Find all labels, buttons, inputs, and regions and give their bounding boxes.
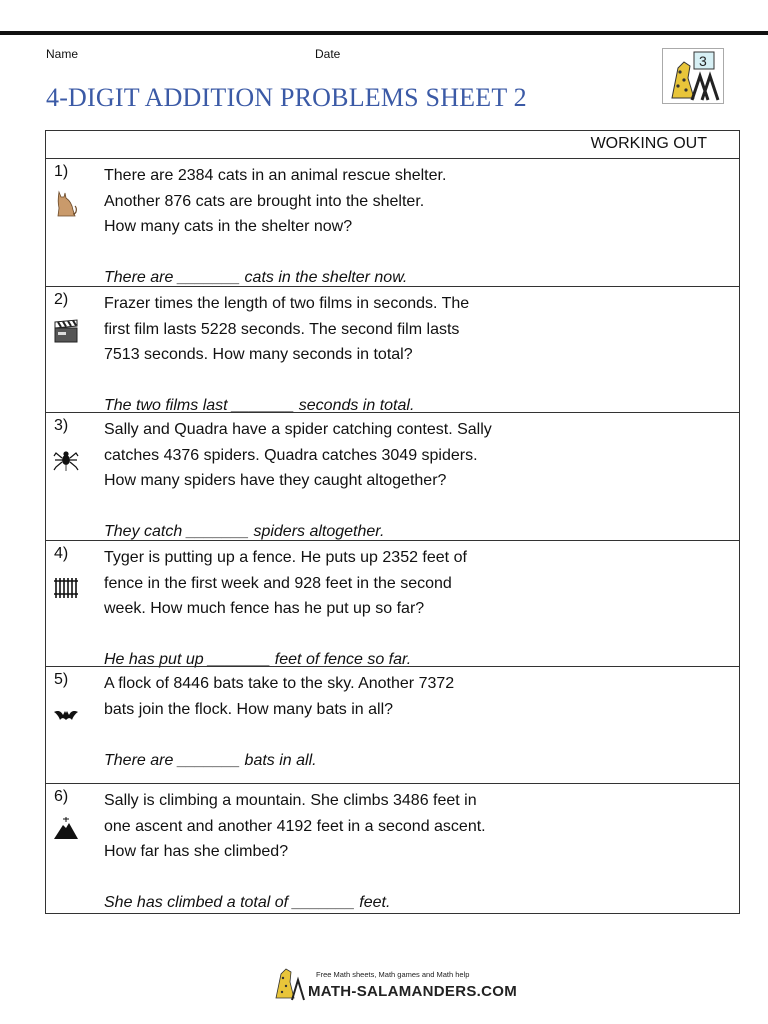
problem-row-4 bbox=[46, 540, 739, 666]
working-out-header: WORKING OUT bbox=[590, 135, 707, 152]
problem-line: catches 4376 spiders. Quadra catches 3049 spiders. bbox=[104, 446, 478, 464]
problem-line: bats join the flock. How many bats in all? bbox=[104, 700, 394, 718]
problem-line: Sally and Quadra have a spider catching contest. Sally bbox=[104, 421, 492, 438]
problem-text bbox=[104, 671, 574, 773]
salamander-logo-icon bbox=[662, 48, 724, 104]
problem-line: Another 876 cats are brought into the shelter. bbox=[104, 192, 425, 210]
problem-table bbox=[45, 130, 740, 914]
logo-number: 3 bbox=[699, 53, 707, 69]
fence-icon bbox=[53, 572, 79, 600]
answer-line: They catch _______ spiders altogether. bbox=[104, 523, 385, 540]
problem-line: first film lasts 5228 seconds. The second film lasts bbox=[104, 320, 460, 338]
date-label: Date bbox=[315, 47, 341, 61]
problem-line: How many spiders have they caught altogether? bbox=[104, 472, 447, 489]
problem-number: 5) bbox=[54, 671, 69, 688]
problem-line: one ascent and another 4192 feet in a second ascent. bbox=[104, 817, 486, 835]
bat-icon bbox=[53, 698, 79, 726]
name-label: Name bbox=[46, 47, 79, 61]
footer-site: MATH-SALAMANDERS.COM bbox=[308, 983, 518, 1000]
problem-line: How many cats in the shelter now? bbox=[104, 218, 353, 235]
problem-line: How far has she climbed? bbox=[104, 843, 289, 860]
problem-line: Tyger is putting up a fence. He puts up 2352 feet of bbox=[104, 549, 467, 566]
problem-text bbox=[104, 291, 574, 419]
top-rule bbox=[0, 31, 768, 35]
mountain-icon bbox=[53, 815, 79, 843]
answer-line: There are _______ cats in the shelter now. bbox=[104, 269, 408, 286]
spider-icon bbox=[53, 444, 79, 472]
clapperboard-icon bbox=[53, 318, 79, 346]
problem-line: fence in the first week and 928 feet in the second bbox=[104, 574, 452, 592]
problem-line: Sally is climbing a mountain. She climbs 3486 feet in bbox=[104, 792, 477, 809]
problem-text bbox=[104, 545, 574, 673]
answer-line: The two films last _______ seconds in total. bbox=[104, 397, 415, 414]
problem-line: 7513 seconds. How many seconds in total? bbox=[104, 346, 413, 363]
problem-text bbox=[104, 417, 574, 545]
answer-line: There are _______ bats in all. bbox=[104, 751, 317, 769]
problem-line: week. How much fence has he put up so far? bbox=[104, 600, 425, 617]
problem-number: 4) bbox=[54, 545, 69, 562]
problem-number: 2) bbox=[54, 291, 69, 308]
problem-row-1 bbox=[46, 158, 739, 286]
problem-line: A flock of 8446 bats take to the sky. Another 7372 bbox=[104, 675, 455, 692]
answer-line: He has put up _______ feet of fence so far. bbox=[104, 651, 412, 668]
problem-number: 1) bbox=[54, 163, 69, 180]
page-title: 4-DIGIT ADDITION PROBLEMS SHEET 2 bbox=[46, 83, 527, 112]
problem-number: 6) bbox=[54, 788, 69, 805]
cat-icon bbox=[53, 190, 79, 218]
problem-line: Frazer times the length of two films in seconds. The bbox=[104, 295, 470, 312]
footer-logo bbox=[272, 964, 518, 1002]
problem-row-3 bbox=[46, 412, 739, 540]
problem-text bbox=[104, 788, 574, 916]
problem-row-6 bbox=[46, 783, 739, 913]
problem-number: 3) bbox=[54, 417, 69, 434]
problem-line: There are 2384 cats in an animal rescue shelter. bbox=[104, 167, 447, 184]
problem-row-5 bbox=[46, 666, 739, 783]
footer-tagline: Free Math sheets, Math games and Math help bbox=[316, 970, 470, 979]
problem-row-2 bbox=[46, 286, 739, 412]
problem-text bbox=[104, 163, 574, 291]
answer-line: She has climbed a total of _______ feet. bbox=[104, 894, 391, 911]
